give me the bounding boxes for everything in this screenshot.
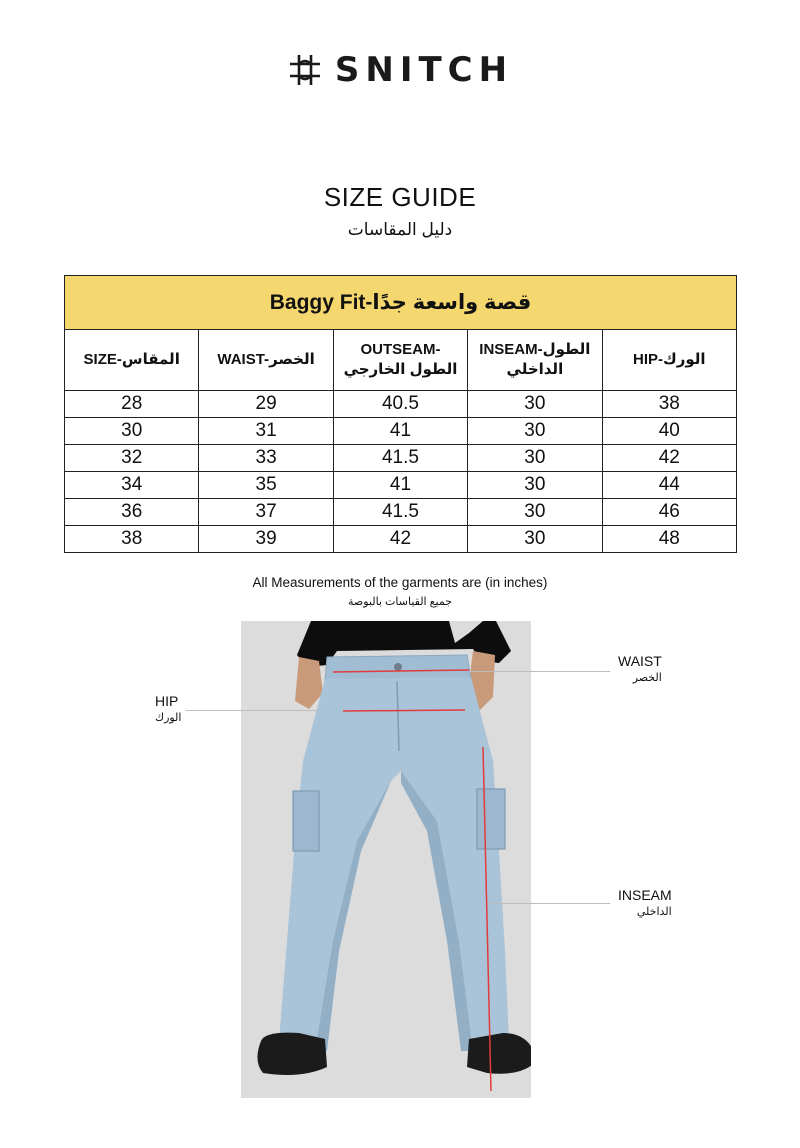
- table-cell: 39: [199, 526, 333, 553]
- inseam-label: INSEAM: [618, 887, 672, 903]
- brand-header: [0, 48, 800, 92]
- table-cell: 42: [333, 526, 467, 553]
- table-cell: 30: [468, 526, 602, 553]
- waist-callout: [618, 653, 662, 687]
- table-row: [65, 472, 737, 499]
- table-cell: 30: [468, 472, 602, 499]
- table-cell: 41.5: [333, 445, 467, 472]
- table-cell: 41: [333, 418, 467, 445]
- table-cell: 42: [602, 445, 736, 472]
- inseam-callout: [618, 887, 672, 921]
- table-cell: 38: [65, 526, 199, 553]
- table-cell: 46: [602, 499, 736, 526]
- table-cell: 28: [65, 391, 199, 418]
- table-cell: 40.5: [333, 391, 467, 418]
- column-header: HIP-الورك: [602, 330, 736, 391]
- table-row: [65, 445, 737, 472]
- table-cell: 48: [602, 526, 736, 553]
- waist-label: WAIST: [618, 653, 662, 669]
- size-table: [64, 275, 737, 553]
- table-cell: 38: [602, 391, 736, 418]
- table-header-row: [65, 330, 737, 391]
- hip-label: HIP: [155, 693, 179, 709]
- table-cell: 32: [65, 445, 199, 472]
- table-cell: 29: [199, 391, 333, 418]
- page-title-arabic: دليل المقاسات: [347, 220, 453, 239]
- measurement-note-arabic: جميع القياسات بالبوصة: [347, 596, 453, 608]
- waist-leader-line: [470, 671, 610, 672]
- brand-name: SNITCH: [334, 50, 514, 90]
- table-row: [65, 499, 737, 526]
- table-cell: 44: [602, 472, 736, 499]
- column-header: OUTSEAM- الطول الخارجي: [333, 330, 467, 391]
- column-header: WAIST-الخصر: [199, 330, 333, 391]
- table-cell: 36: [65, 499, 199, 526]
- table-cell: 34: [65, 472, 199, 499]
- table-row: [65, 526, 737, 553]
- table-row: [65, 391, 737, 418]
- fit-title: Baggy Fit-قصة واسعة جدًا: [65, 276, 737, 330]
- table-cell: 41: [333, 472, 467, 499]
- hip-callout: [155, 693, 181, 727]
- table-cell: 30: [65, 418, 199, 445]
- inseam-label-arabic: الداخلي: [636, 906, 672, 918]
- inseam-leader-line: [490, 903, 610, 904]
- hashtag-knot-logo: [287, 52, 323, 88]
- waist-label-arabic: الخصر: [632, 672, 662, 684]
- table-cell: 37: [199, 499, 333, 526]
- table-cell: 35: [199, 472, 333, 499]
- table-cell: 40: [602, 418, 736, 445]
- table-cell: 41.5: [333, 499, 467, 526]
- measurement-note: All Measurements of the garments are (in inches): [252, 575, 548, 590]
- page-title: SIZE GUIDE: [323, 182, 477, 212]
- table-cell: 31: [199, 418, 333, 445]
- table-cell: 30: [468, 418, 602, 445]
- column-header: INSEAM-الطول الداخلي: [468, 330, 602, 391]
- table-cell: 33: [199, 445, 333, 472]
- jeans-photo: [241, 621, 531, 1098]
- table-cell: 30: [468, 391, 602, 418]
- table-cell: 30: [468, 445, 602, 472]
- column-header: SIZE-المقاس: [65, 330, 199, 391]
- hip-leader-line: [186, 710, 318, 711]
- table-row: [65, 418, 737, 445]
- table-cell: 30: [468, 499, 602, 526]
- hip-label-arabic: الورك: [155, 712, 182, 724]
